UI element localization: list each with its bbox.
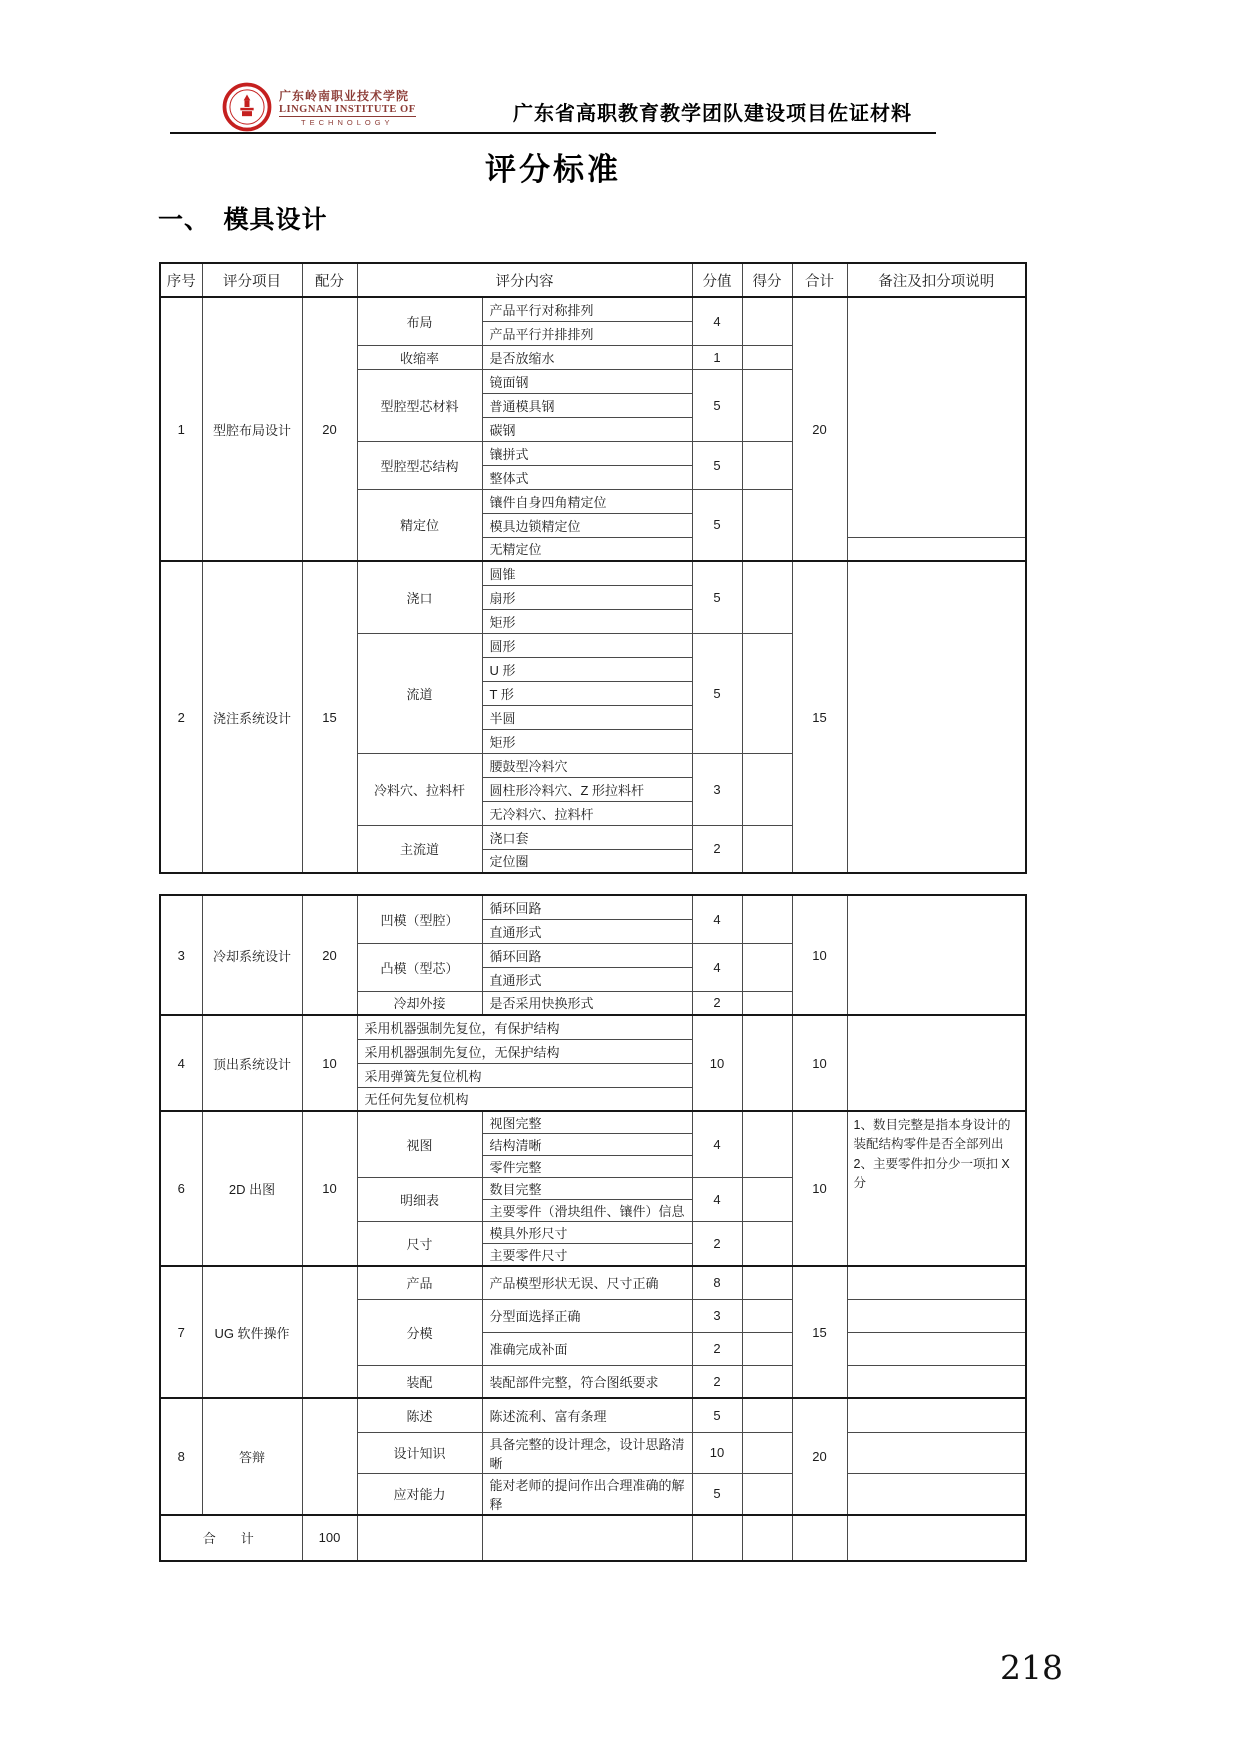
col-header-remark: 备注及扣分项说明: [847, 263, 1026, 297]
earned-cell: [742, 1015, 792, 1111]
criteria-cell: 普通模具钢: [482, 393, 692, 417]
points-cell: 2: [692, 1332, 742, 1365]
points-cell: 5: [692, 561, 742, 633]
criteria-cell: 无任何先复位机构: [357, 1087, 692, 1111]
criteria-cell: 碳钢: [482, 417, 692, 441]
category-cell: 收缩率: [357, 345, 482, 369]
subtotal-cell: 10: [792, 895, 847, 1015]
criteria-cell: 采用机器强制先复位，无保护结构: [357, 1039, 692, 1063]
project-cell: 浇注系统设计: [202, 561, 302, 873]
earned-cell: [742, 441, 792, 489]
points-cell: 2: [692, 825, 742, 873]
criteria-cell: 采用机器强制先复位，有保护结构: [357, 1015, 692, 1039]
earned-cell: [742, 489, 792, 561]
earned-cell: [742, 825, 792, 873]
criteria-cell: 矩形: [482, 729, 692, 753]
col-header-subtotal: 合计: [792, 263, 847, 297]
project-cell: 2D 出图: [202, 1111, 302, 1266]
col-header-points: 分值: [692, 263, 742, 297]
row-no-cell: 2: [160, 561, 202, 873]
school-name-en-line1: LINGNAN INSTITUTE OF: [279, 104, 416, 115]
earned-cell: [742, 633, 792, 753]
earned-cell: [742, 345, 792, 369]
col-header-content: 评分内容: [357, 263, 692, 297]
earned-cell: [742, 297, 792, 345]
allocated-cell: [302, 1398, 357, 1515]
category-cell: 冷却外接: [357, 991, 482, 1015]
total-row: [160, 1515, 1026, 1561]
remark-cell: [847, 1432, 1026, 1473]
remark-cell: [847, 1398, 1026, 1432]
page-title: 评分标准: [485, 152, 621, 187]
criteria-cell: 圆锥: [482, 561, 692, 585]
points-cell: [692, 1515, 742, 1561]
subtotal-cell: [792, 1515, 847, 1561]
earned-cell: [742, 1515, 792, 1561]
remark-cell: [847, 1299, 1026, 1332]
category-cell: 尺寸: [357, 1222, 482, 1267]
points-cell: 3: [692, 1299, 742, 1332]
points-cell: 2: [692, 1222, 742, 1267]
points-cell: 5: [692, 489, 742, 561]
subtotal-cell: 20: [792, 297, 847, 561]
criteria-cell: U 形: [482, 657, 692, 681]
row-no-cell: 4: [160, 1015, 202, 1111]
criteria-cell: 零件完整: [482, 1156, 692, 1178]
criteria-cell: 圆柱形冷料穴、Z 形拉料杆: [482, 777, 692, 801]
points-cell: 5: [692, 1473, 742, 1515]
subtotal-cell: 10: [792, 1111, 847, 1266]
category-cell: 型腔型芯材料: [357, 369, 482, 441]
page-number: 218: [1000, 1648, 1063, 1687]
school-name-block: [279, 87, 416, 127]
criteria-cell: 具备完整的设计理念，设计思路清晰: [482, 1432, 692, 1473]
category-cell: 冷料穴、拉料杆: [357, 753, 482, 825]
points-cell: 4: [692, 895, 742, 943]
criteria-cell: 矩形: [482, 609, 692, 633]
row-no-cell: 3: [160, 895, 202, 1015]
remark-cell: [847, 1111, 1026, 1266]
category-cell: 浇口: [357, 561, 482, 633]
earned-cell: [742, 1222, 792, 1267]
points-cell: 3: [692, 753, 742, 825]
allocated-cell: [302, 1266, 357, 1398]
allocated-cell: 15: [302, 561, 357, 873]
category-cell: 凸模（型芯）: [357, 943, 482, 991]
scoring-table-part1: [159, 262, 1027, 874]
category-cell: 布局: [357, 297, 482, 345]
criteria-cell: 镜面钢: [482, 369, 692, 393]
earned-cell: [742, 1432, 792, 1473]
category-cell: 装配: [357, 1365, 482, 1398]
row-no-cell: 8: [160, 1398, 202, 1515]
criteria-cell: 是否放缩水: [482, 345, 692, 369]
table-gap: [159, 874, 1025, 894]
points-cell: 4: [692, 943, 742, 991]
project-cell: UG 软件操作: [202, 1266, 302, 1398]
earned-cell: [742, 943, 792, 991]
earned-cell: [742, 1111, 792, 1178]
criteria-cell: [482, 1515, 692, 1561]
col-header-earned: 得分: [742, 263, 792, 297]
section-heading: 一、 模具设计: [158, 206, 328, 234]
criteria-cell: 整体式: [482, 465, 692, 489]
criteria-cell: 数目完整: [482, 1178, 692, 1200]
project-cell: 型腔布局设计: [202, 297, 302, 561]
allocated-cell: 20: [302, 297, 357, 561]
category-cell: 分模: [357, 1299, 482, 1365]
criteria-cell: 能对老师的提问作出合理准确的解释: [482, 1473, 692, 1515]
school-seal-icon: [222, 82, 272, 132]
total-allocated-cell: 100: [302, 1515, 357, 1561]
points-cell: 10: [692, 1432, 742, 1473]
criteria-cell: 循环回路: [482, 895, 692, 919]
category-cell: 凹模（型腔）: [357, 895, 482, 943]
points-cell: 10: [692, 1015, 742, 1111]
criteria-cell: 是否采用快换形式: [482, 991, 692, 1015]
criteria-cell: 产品平行对称排列: [482, 297, 692, 321]
allocated-cell: 20: [302, 895, 357, 1015]
criteria-cell: 产品模型形状无误、尺寸正确: [482, 1266, 692, 1299]
points-cell: 5: [692, 441, 742, 489]
criteria-cell: 装配部件完整，符合图纸要求: [482, 1365, 692, 1398]
criteria-cell: 无精定位: [482, 537, 692, 561]
earned-cell: [742, 1178, 792, 1222]
remark-line: 1、数目完整是指本身设计的装配结构零件是否全部列出: [853, 1118, 1011, 1152]
criteria-cell: 镶拼式: [482, 441, 692, 465]
criteria-cell: 主要零件尺寸: [482, 1244, 692, 1267]
criteria-cell: 视图完整: [482, 1111, 692, 1134]
remark-cell: [847, 297, 1026, 537]
criteria-cell: 浇口套: [482, 825, 692, 849]
points-cell: 2: [692, 991, 742, 1015]
criteria-cell: 圆形: [482, 633, 692, 657]
criteria-cell: 采用弹簧先复位机构: [357, 1063, 692, 1087]
project-cell: 顶出系统设计: [202, 1015, 302, 1111]
col-header-allocated: 配分: [302, 263, 357, 297]
category-cell: 设计知识: [357, 1432, 482, 1473]
criteria-cell: 半圆: [482, 705, 692, 729]
earned-cell: [742, 1299, 792, 1332]
col-header-no: 序号: [160, 263, 202, 297]
table-header-row: [160, 263, 1026, 297]
table-row: [160, 1398, 1026, 1432]
table-row: [160, 1266, 1026, 1299]
col-header-project: 评分项目: [202, 263, 302, 297]
category-cell: [357, 1515, 482, 1561]
points-cell: 4: [692, 1178, 742, 1222]
row-no-cell: 6: [160, 1111, 202, 1266]
earned-cell: [742, 1266, 792, 1299]
remark-cell: [847, 1515, 1026, 1561]
criteria-cell: 结构清晰: [482, 1134, 692, 1156]
criteria-cell: 直通形式: [482, 967, 692, 991]
remark-cell: [847, 537, 1026, 561]
school-name-en-line2: TECHNOLOGY: [301, 118, 394, 127]
category-cell: 明细表: [357, 1178, 482, 1222]
subtotal-cell: 15: [792, 561, 847, 873]
points-cell: 2: [692, 1365, 742, 1398]
points-cell: 5: [692, 633, 742, 753]
criteria-cell: 分型面选择正确: [482, 1299, 692, 1332]
scoring-table-part2: [159, 894, 1027, 1562]
category-cell: 陈述: [357, 1398, 482, 1432]
document-source-title: 广东省高职教育教学团队建设项目佐证材料: [513, 103, 912, 125]
criteria-cell: 腰鼓型冷料穴: [482, 753, 692, 777]
points-cell: 8: [692, 1266, 742, 1299]
earned-cell: [742, 895, 792, 943]
earned-cell: [742, 1398, 792, 1432]
criteria-cell: 陈述流利、富有条理: [482, 1398, 692, 1432]
total-label-cell: 合 计: [160, 1515, 302, 1561]
remark-cell: [847, 1473, 1026, 1515]
criteria-cell: 镶件自身四角精定位: [482, 489, 692, 513]
criteria-cell: 无冷料穴、拉料杆: [482, 801, 692, 825]
criteria-cell: T 形: [482, 681, 692, 705]
category-cell: 流道: [357, 633, 482, 753]
school-name-cn: 广东岭南职业技术学院: [279, 89, 410, 103]
earned-cell: [742, 1365, 792, 1398]
category-cell: 主流道: [357, 825, 482, 873]
earned-cell: [742, 991, 792, 1015]
school-logo: [222, 82, 416, 132]
table-row: [160, 895, 1026, 919]
earned-cell: [742, 1332, 792, 1365]
criteria-cell: 主要零件（滑块组件、镶件）信息: [482, 1200, 692, 1222]
subtotal-cell: 15: [792, 1266, 847, 1398]
criteria-cell: 模具外形尺寸: [482, 1222, 692, 1244]
criteria-cell: 扇形: [482, 585, 692, 609]
table-row: [160, 1015, 1026, 1039]
project-cell: 答辩: [202, 1398, 302, 1515]
criteria-cell: 循环回路: [482, 943, 692, 967]
earned-cell: [742, 1473, 792, 1515]
table-row: [160, 1111, 1026, 1134]
points-cell: 1: [692, 345, 742, 369]
tables-area: [159, 262, 1025, 1562]
row-no-cell: 1: [160, 297, 202, 561]
remark-cell: [847, 895, 1026, 1015]
points-cell: 5: [692, 369, 742, 441]
points-cell: 5: [692, 1398, 742, 1432]
subtotal-cell: 10: [792, 1015, 847, 1111]
subtotal-cell: 20: [792, 1398, 847, 1515]
page-header: [170, 84, 936, 134]
category-cell: 精定位: [357, 489, 482, 561]
category-cell: 型腔型芯结构: [357, 441, 482, 489]
earned-cell: [742, 753, 792, 825]
points-cell: 4: [692, 297, 742, 345]
criteria-cell: 直通形式: [482, 919, 692, 943]
remark-cell: [847, 1332, 1026, 1365]
criteria-cell: 准确完成补面: [482, 1332, 692, 1365]
table-row: [160, 297, 1026, 321]
project-cell: 冷却系统设计: [202, 895, 302, 1015]
criteria-cell: 产品平行并排排列: [482, 321, 692, 345]
remark-cell: [847, 1365, 1026, 1398]
allocated-cell: 10: [302, 1111, 357, 1266]
criteria-cell: 定位圈: [482, 849, 692, 873]
earned-cell: [742, 369, 792, 441]
category-cell: 产品: [357, 1266, 482, 1299]
remark-cell: [847, 1266, 1026, 1299]
remark-cell: [847, 561, 1026, 873]
remark-line: 2、主要零件扣分少一项扣 X 分: [853, 1156, 1010, 1191]
criteria-cell: 模具边锁精定位: [482, 513, 692, 537]
earned-cell: [742, 561, 792, 633]
row-no-cell: 7: [160, 1266, 202, 1398]
table-row: [160, 561, 1026, 585]
points-cell: 4: [692, 1111, 742, 1178]
category-cell: 应对能力: [357, 1473, 482, 1515]
category-cell: 视图: [357, 1111, 482, 1178]
remark-cell: [847, 1015, 1026, 1111]
allocated-cell: 10: [302, 1015, 357, 1111]
